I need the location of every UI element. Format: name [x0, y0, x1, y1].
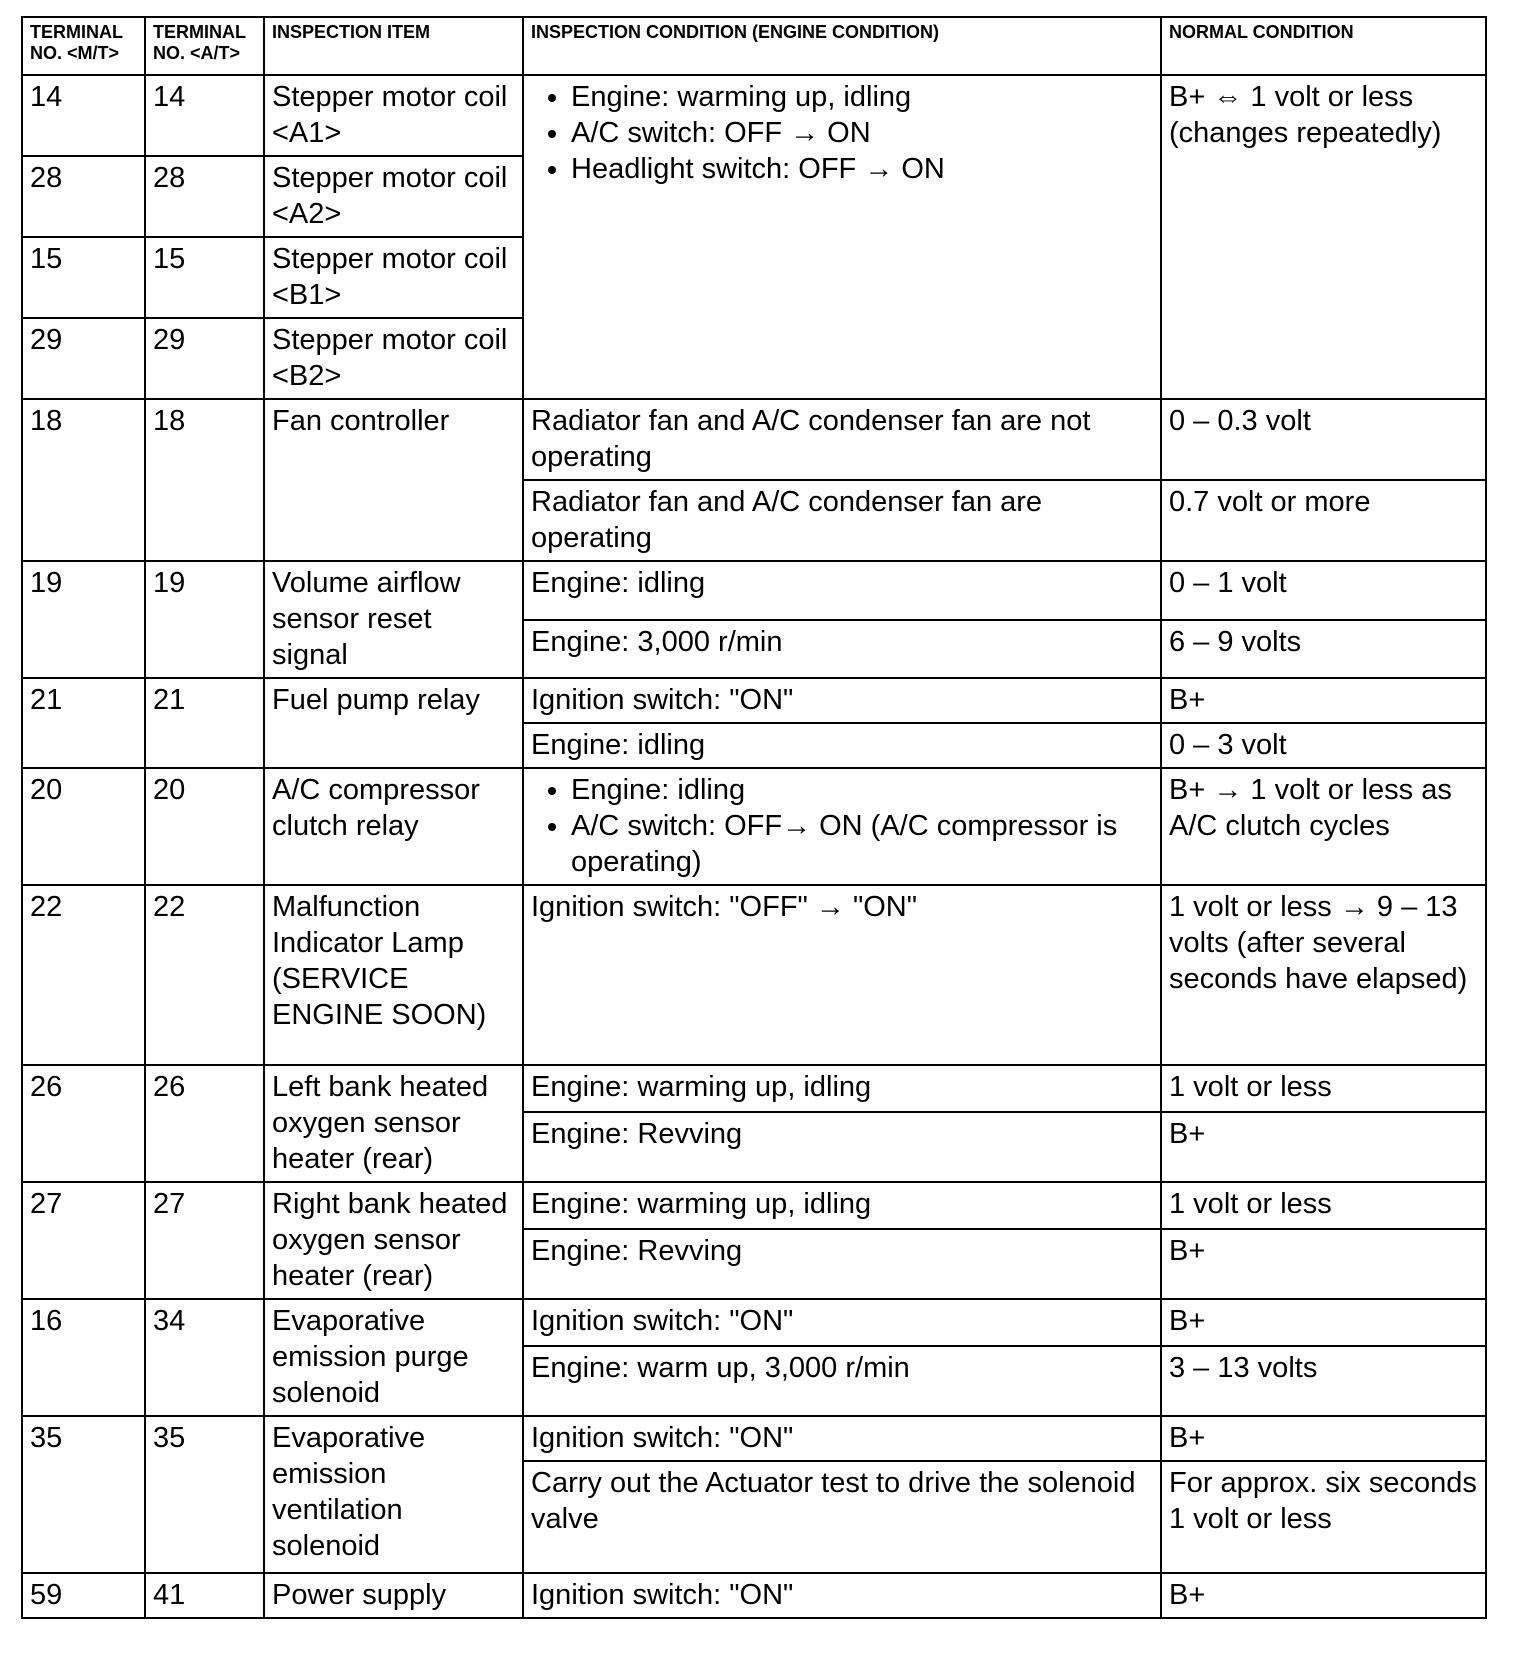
- cell-terminal-at: 26: [145, 1065, 264, 1182]
- cell-terminal-mt: 28: [22, 156, 145, 237]
- cell-terminal-mt: 59: [22, 1573, 145, 1618]
- cell-inspection-item: Stepper motor coil <A2>: [264, 156, 523, 237]
- cell-terminal-mt: 18: [22, 399, 145, 561]
- table-row: [22, 1065, 1486, 1112]
- cell-inspection-item: A/C compressor clutch relay: [264, 768, 523, 885]
- cell-normal-condition: 0 – 0.3 volt: [1161, 399, 1486, 480]
- cell-terminal-at: 15: [145, 237, 264, 318]
- cell-inspection-condition: Engine: Revving: [523, 1112, 1161, 1182]
- ecm-terminal-inspection-table: [21, 16, 1487, 1619]
- cell-terminal-mt: 35: [22, 1416, 145, 1573]
- cell-inspection-condition: [523, 768, 1161, 885]
- cell-inspection-item: Fan controller: [264, 399, 523, 561]
- list-item: • Headlight switch: OFF → ON: [571, 151, 1153, 187]
- cell-terminal-mt: 21: [22, 678, 145, 768]
- cell-normal-condition: 1 volt or less: [1161, 1182, 1486, 1229]
- cell-terminal-at: 18: [145, 399, 264, 561]
- cell-inspection-item: Left bank heated oxygen sensor heater (rear): [264, 1065, 523, 1182]
- cell-normal-condition: 0 – 1 volt: [1161, 561, 1486, 620]
- cell-inspection-condition: Engine: idling: [523, 723, 1161, 768]
- list-item: • A/C switch: OFF → ON: [571, 115, 1153, 151]
- header-terminal-at-line2: NO. <A/T>: [153, 43, 241, 63]
- cell-normal-condition: 3 – 13 volts: [1161, 1346, 1486, 1416]
- cell-normal-condition: 0 – 3 volt: [1161, 723, 1486, 768]
- cell-terminal-mt: 22: [22, 885, 145, 1065]
- list-item: • A/C switch: OFF→ ON (A/C compressor is operating): [571, 808, 1153, 880]
- cell-normal-condition: 1 volt or less: [1161, 1065, 1486, 1112]
- cell-normal-condition: B+: [1161, 1112, 1486, 1182]
- header-terminal-mt: [22, 17, 145, 75]
- cell-terminal-at: 41: [145, 1573, 264, 1618]
- cell-inspection-condition: Engine: idling: [523, 561, 1161, 620]
- table-row: [22, 768, 1486, 885]
- cell-inspection-condition: Engine: Revving: [523, 1229, 1161, 1299]
- cell-normal-condition: B+: [1161, 1299, 1486, 1346]
- cell-normal-condition: B+: [1161, 1416, 1486, 1461]
- cell-inspection-item: Stepper motor coil <B1>: [264, 237, 523, 318]
- table-row: [22, 885, 1486, 1065]
- cell-inspection-condition: Engine: warming up, idling: [523, 1182, 1161, 1229]
- cell-terminal-mt: 16: [22, 1299, 145, 1416]
- cell-terminal-at: 35: [145, 1416, 264, 1573]
- cell-terminal-at: 20: [145, 768, 264, 885]
- table-row: [22, 1299, 1486, 1346]
- cell-inspection-condition: [523, 75, 1161, 399]
- header-normal-condition: NORMAL CONDITION: [1161, 17, 1486, 75]
- cell-terminal-mt: 26: [22, 1065, 145, 1182]
- cell-inspection-condition: Radiator fan and A/C condenser fan are not operating: [523, 399, 1161, 480]
- cell-inspection-item: Evaporative emission purge solenoid: [264, 1299, 523, 1416]
- cell-inspection-condition: Radiator fan and A/C condenser fan are operating: [523, 480, 1161, 561]
- list-item: • Engine: idling: [571, 772, 1153, 808]
- cell-terminal-mt: 14: [22, 75, 145, 156]
- cell-inspection-item: Fuel pump relay: [264, 678, 523, 768]
- header-terminal-at-line1: TERMINAL: [153, 22, 246, 42]
- cell-inspection-condition: Ignition switch: "ON": [523, 1416, 1161, 1461]
- cell-inspection-condition: Ignition switch: "ON": [523, 1299, 1161, 1346]
- cell-terminal-mt: 19: [22, 561, 145, 678]
- cell-normal-condition: 1 volt or less → 9 – 13 volts (after several seconds have elapsed): [1161, 885, 1486, 1065]
- table-row: [22, 1573, 1486, 1618]
- cell-inspection-item: Power supply: [264, 1573, 523, 1618]
- cell-terminal-at: 21: [145, 678, 264, 768]
- cell-inspection-condition: Engine: 3,000 r/min: [523, 620, 1161, 679]
- cell-inspection-item: Stepper motor coil <A1>: [264, 75, 523, 156]
- cell-terminal-at: 22: [145, 885, 264, 1065]
- table-row: [22, 75, 1486, 156]
- condition-bullet-list: [531, 79, 1153, 187]
- header-inspection-condition: INSPECTION CONDITION (ENGINE CONDITION): [523, 17, 1161, 75]
- cell-inspection-item: Malfunction Indicator Lamp (SERVICE ENGINE SOON): [264, 885, 523, 1065]
- cell-inspection-item: Volume airflow sensor reset signal: [264, 561, 523, 678]
- table-row: [22, 561, 1486, 620]
- cell-normal-condition: B+: [1161, 1229, 1486, 1299]
- cell-normal-condition: B+: [1161, 1573, 1486, 1618]
- table-row: [22, 1182, 1486, 1229]
- table-row: [22, 678, 1486, 723]
- cell-inspection-condition: Engine: warm up, 3,000 r/min: [523, 1346, 1161, 1416]
- cell-terminal-mt: 27: [22, 1182, 145, 1299]
- cell-terminal-mt: 29: [22, 318, 145, 399]
- header-row: [22, 17, 1486, 75]
- cell-inspection-condition: Engine: warming up, idling: [523, 1065, 1161, 1112]
- list-item: • Engine: warming up, idling: [571, 79, 1153, 115]
- table-row: [22, 399, 1486, 480]
- cell-inspection-item: Right bank heated oxygen sensor heater (rear): [264, 1182, 523, 1299]
- cell-inspection-condition: Ignition switch: "ON": [523, 1573, 1161, 1618]
- cell-inspection-condition: Carry out the Actuator test to drive the solenoid valve: [523, 1461, 1161, 1573]
- cell-terminal-at: 28: [145, 156, 264, 237]
- header-terminal-at: [145, 17, 264, 75]
- cell-terminal-at: 14: [145, 75, 264, 156]
- cell-normal-condition: B+: [1161, 678, 1486, 723]
- cell-inspection-item: Stepper motor coil <B2>: [264, 318, 523, 399]
- cell-normal-condition: For approx. six seconds 1 volt or less: [1161, 1461, 1486, 1573]
- cell-inspection-item: Evaporative emission ventilation solenoid: [264, 1416, 523, 1573]
- header-terminal-mt-line2: NO. <M/T>: [30, 43, 120, 63]
- cell-terminal-mt: 15: [22, 237, 145, 318]
- cell-terminal-at: 19: [145, 561, 264, 678]
- cell-terminal-at: 27: [145, 1182, 264, 1299]
- cell-normal-condition: 6 – 9 volts: [1161, 620, 1486, 679]
- header-inspection-item: INSPECTION ITEM: [264, 17, 523, 75]
- cell-terminal-at: 29: [145, 318, 264, 399]
- cell-inspection-condition: Ignition switch: "OFF" → "ON": [523, 885, 1161, 1065]
- cell-terminal-at: 34: [145, 1299, 264, 1416]
- cell-normal-condition: B+ → 1 volt or less as A/C clutch cycles: [1161, 768, 1486, 885]
- header-terminal-mt-line1: TERMINAL: [30, 22, 123, 42]
- cell-inspection-condition: Ignition switch: "ON": [523, 678, 1161, 723]
- cell-normal-condition: B+ ⇔ 1 volt or less (changes repeatedly): [1161, 75, 1486, 399]
- condition-bullet-list: [531, 772, 1153, 880]
- cell-normal-condition: 0.7 volt or more: [1161, 480, 1486, 561]
- cell-terminal-mt: 20: [22, 768, 145, 885]
- table-row: [22, 1416, 1486, 1461]
